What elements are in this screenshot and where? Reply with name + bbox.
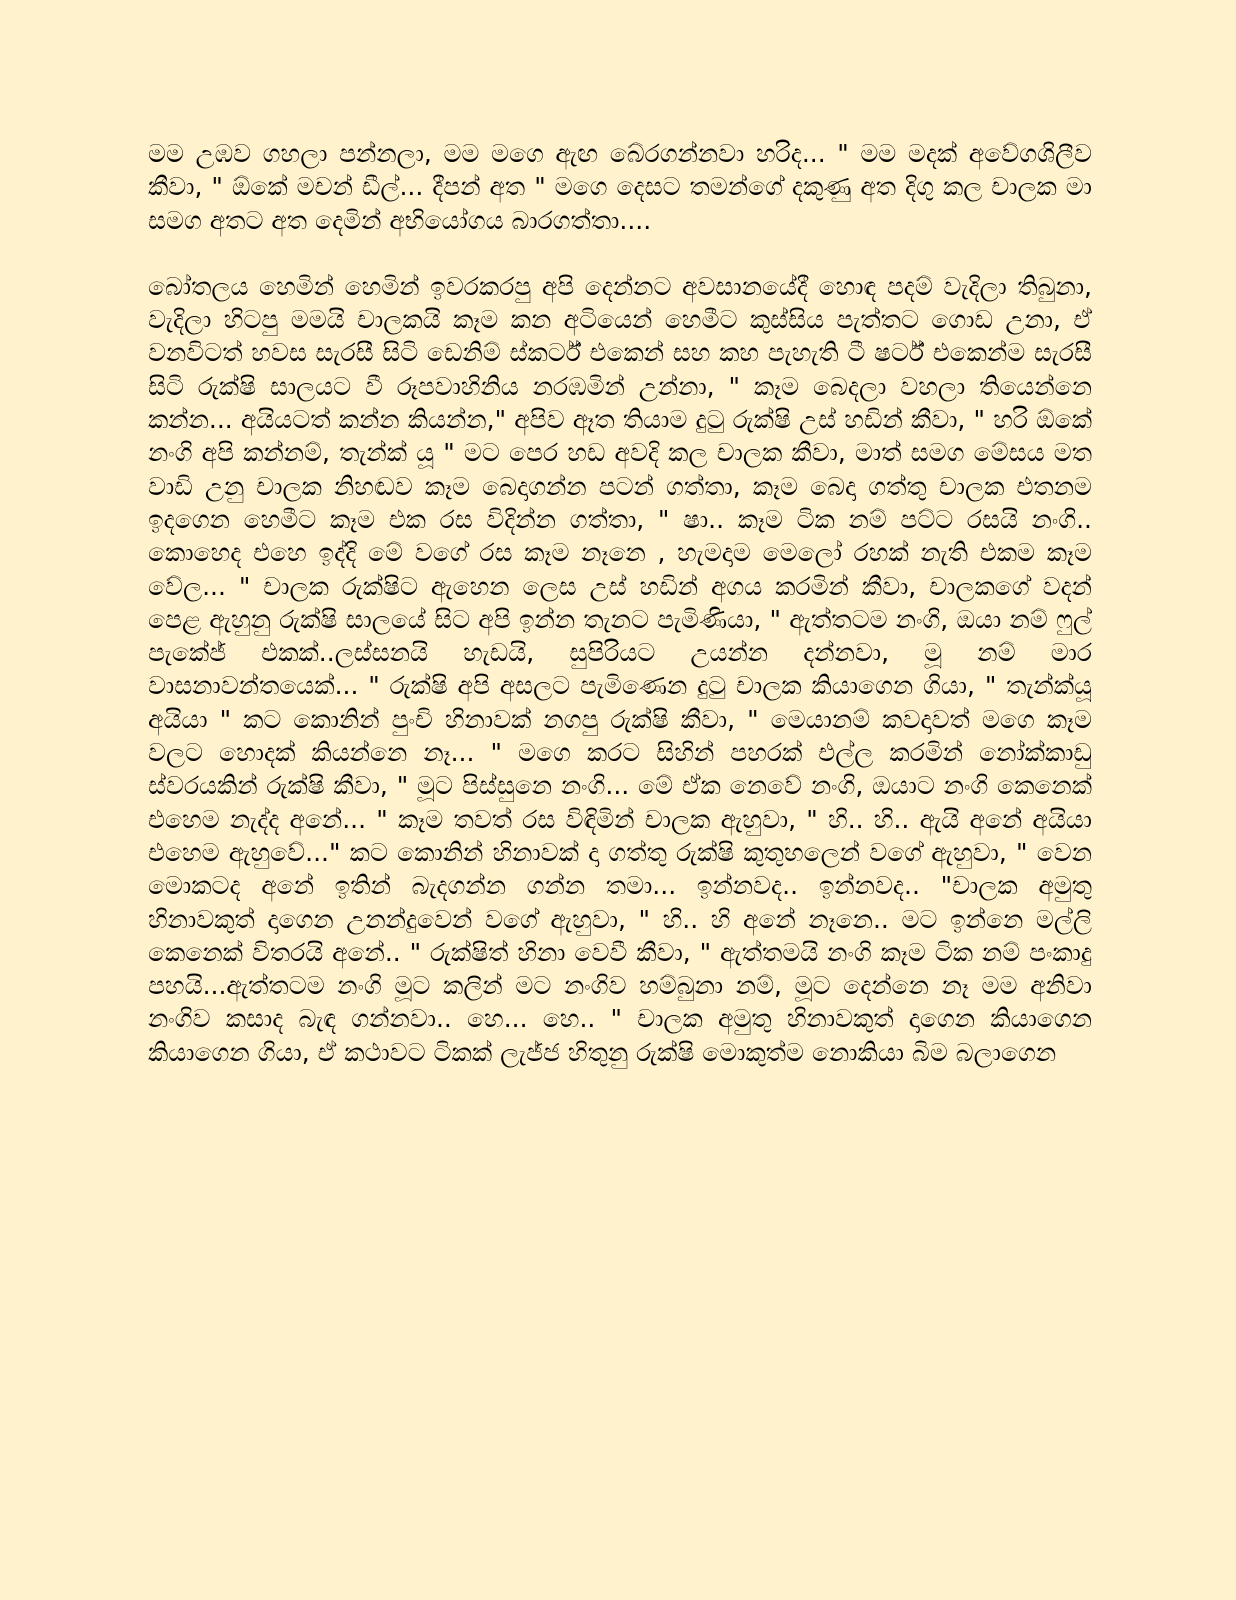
document-body bbox=[148, 137, 1092, 1069]
paragraph-2: බෝතලය හෙමින් හෙමින් ඉවරකරපු අපි දෙන්නට අවසානයේදී හොඳ පදම් වැදිලා තිබුනා, වැදිලා හිටපු මමයි චාලකයි කෑම කන අටියෙන් හෙමීට කුස්සිය පැත්තට ගොඩ උනා, ඒ වනවිටත් හවස සැරසී සිටි ඩෙනිම් ස්කර්ට් එකෙන් සහ කහ පැහැති ටී ෂර්ට් එකෙන්ම සැරසී සිටි රුක්ෂි සාලයට වී රූපවාහිනිය නරඹමින් උන්නා, " කෑම බෙදලා වහලා තියෙන්නෙ කන්න... අයියටත් කන්න කියන්න," අපිව ඈත තියාම දුටු රුක්ෂි උස් හඩින් කීවා, " හරි ඕකේ නංගි අපි කන්නම්, තැන්ක් යූ " මට පෙර හඩ අවදි කල චාලක කීවා, මාත් සමග මේසය මත වාඩි උනු චාලක නිහඬව කෑම බෙදාගන්න පටන් ගත්තා, කෑම බෙදා ගත්තු චාලක එතනම ඉදගෙන හෙමීට කෑම එක රස විදින්න ගත්තා, " ෂා.. කෑම ටික නම් පට්ට රසයි නංගි.. කොහෙද එහෙ ඉද්දි මේ වගේ රස කෑම නෑනෙ , හැමදාම මෙලෝ රහක් නැති එකම කෑම වේල... " චාලක රුක්ෂිට ඇහෙන ලෙස උස් හඩින් අගය කරමින් කීවා, චාලකගේ වදන් පෙළ ඇහුනු රුක්ෂි සාලයේ සිට අපි ඉන්න තැනට පැමිණියා, " ඇත්තටම නංගි, ඔයා නම් ෆුල් පැකේජ් එකක්..ලස්සනයි හැඩයි, සුපිරියට උයන්න දන්නවා, මූ නම් මාර වාසනාවන්තයෙක්... " රුක්ෂි අපි අසලට පැමිණෙන දුටු චාලක කියාගෙන ගියා, " තැන්ක්යූ අයියා " කට කොනින් පුංචි හිනාවක් නගපු රුක්ෂි කීවා, " මෙයානම් කවදාවත් මගෙ කෑම වලට හොදක් කියන්නෙ නෑ... " මගෙ කරට සිහින් පහරක් එල්ල කරමින් නෝක්කාඩු ස්වරයකින් රුක්ෂි කීවා, " මූට පිස්සුනෙ නංගි... මේ ඒක නෙවේ නංගි, ඔයාට නංගි කෙනෙක් එහෙම නැද්ද අනේ... " කෑම තවත් රස විඳිමින් චාලක ඇහුවා, " හි.. හි.. ඇයි අනේ අයියා එහෙම ඇහුවේ..." කට කොනින් හිනාවක් දා ගත්තු රුක්ෂි කුතුහලෙන් වගේ ඇහුවා, " වෙන මොකටද අනේ ඉතින් බැදගන්න ගන්න තමා... ඉන්නවද.. ඉන්නවද.. "චාලක අමුතු හිනාවකුත් දාගෙන උනන්දුවෙන් වගේ ඇහුවා, " හි.. හි අනේ නෑනෙ.. මට ඉන්නෙ මල්ලි කෙනෙක් විතරයි අනේ.. " රුක්ෂිත් හිනා වෙවී කීවා, " ඇත්තමයි නංගි කෑම ටික නම් පංකාදු පහයි...ඇත්තටම නංගි මූට කලින් මට නංගිව හම්බුනා නම්, මූට දෙන්නෙ නෑ මම අනිවා නංගිව කසාද බැඳ ගන්නවා.. හෙ... හෙ.. " චාලක අමුතු හිනාවකුත් දාගෙන කියාගෙන කියාගෙන ගියා, ඒ කථාවට ටිකක් ලැජ්ජ හිතුනු රුක්ෂි මොකුත්ම නොකියා බිම බලාගෙන bbox=[148, 271, 1092, 1067]
paragraph-1: මම උඹව ගහලා පන්නලා, මම මගෙ ඇඟ බේරගන්නවා හරිද... " මම මදක් අවේගශිලීව කීවා, " ඕකේ මචන් ඩීල්... දීපන් අත " මගෙ දෙසට තමන්ගේ දකුණු අත දිගු කල චාලක මා සමග අතට අත දෙමින් අභියෝගය බාරගත්තා.... bbox=[148, 139, 1092, 235]
